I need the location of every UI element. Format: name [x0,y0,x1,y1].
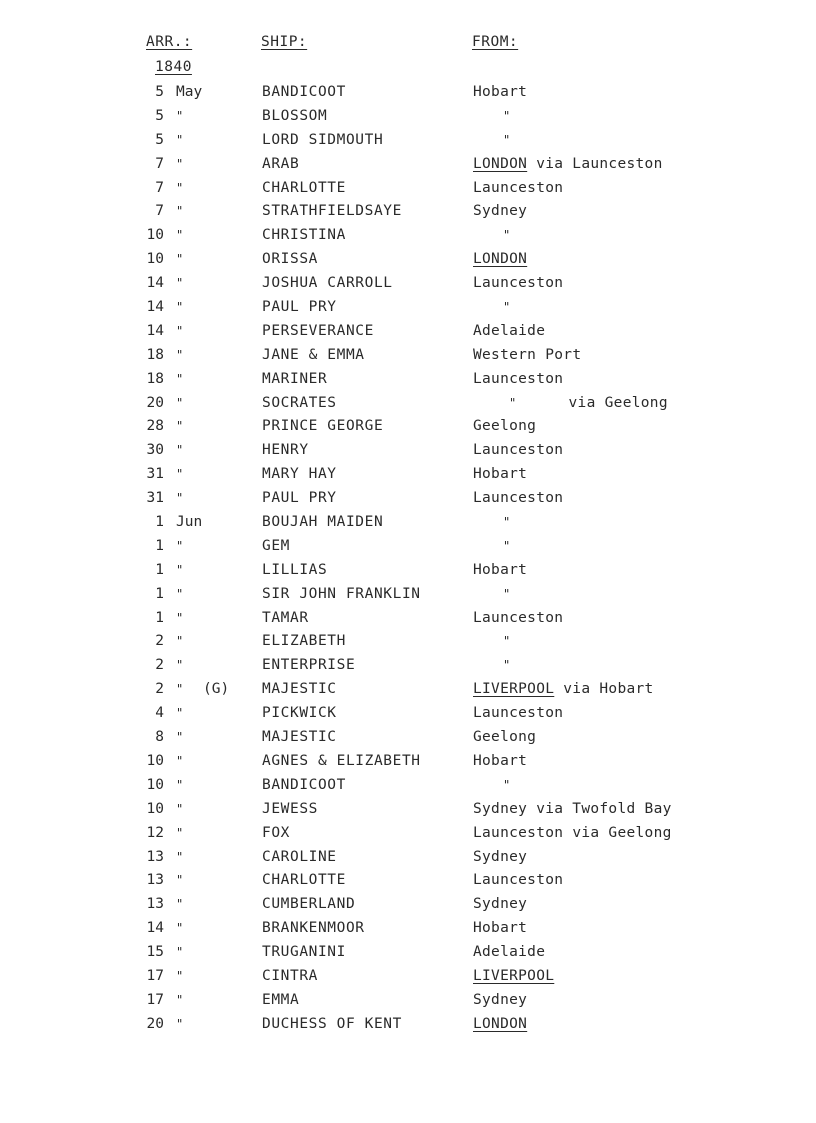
origin-place: Launceston [473,872,564,889]
arrival-day: 7 [155,203,164,220]
origin-cell [473,608,563,628]
origin-cell [473,464,527,484]
origin-cell [473,488,563,508]
table-row [0,464,816,488]
arrival-month: " [176,180,184,195]
arrival-day: 5 [155,131,164,148]
origin-place: " [503,300,511,315]
origin-via: via Geelong [572,824,672,841]
origin-place: LONDON [473,155,528,172]
ship-name: LILLIAS [262,561,328,578]
table-row [0,584,816,608]
arrival-month: " [176,467,184,482]
origin-cell [473,297,511,317]
arrival-day: 2 [155,681,164,698]
arrival-month: " [176,132,184,147]
arrival-day: 10 [146,251,164,268]
arrival-day: 10 [146,776,164,793]
ship-name: JANE & EMMA [262,346,365,363]
origin-place: Geelong [473,729,537,746]
origin-place: Hobart [473,84,528,100]
origin-cell [473,655,511,675]
arrival-month: " [176,968,184,983]
arrival-day: 7 [155,155,164,172]
ship-name: CUMBERLAND [262,896,356,913]
origin-place: Adelaide [473,322,546,339]
ship-name: BRANKENMOOR [262,920,365,937]
origin-cell [473,106,511,126]
table-row [0,273,816,297]
arrival-month: May [176,84,203,100]
header-from: FROM: [472,34,519,50]
origin-cell [473,369,563,389]
table-row [0,655,816,679]
ship-name: LORD SIDMOUTH [262,131,384,148]
arrival-day: 15 [146,944,164,961]
arrival-day: 14 [146,322,164,339]
arrival-note: (G) [203,681,230,698]
arrival-month: " [176,538,184,553]
origin-cell [473,345,581,365]
arrival-day: 31 [146,466,164,483]
arrival-day: 2 [155,633,164,650]
origin-place: Hobart [473,920,528,937]
origin-cell [473,679,654,699]
table-row [0,130,816,154]
origin-place: Adelaide [473,944,546,961]
origin-place: " [503,515,511,530]
arrival-month: " [176,252,184,267]
origin-cell [473,416,536,436]
arrival-day: 4 [155,705,164,722]
ship-name: CHARLOTTE [262,179,346,196]
ship-name: CINTRA [262,967,318,984]
table-row [0,393,816,417]
arrival-month: " [176,945,184,960]
table-row [0,201,816,225]
arrival-month: " [176,323,184,338]
origin-cell [473,273,563,293]
origin-cell [473,393,668,413]
ship-name: PAUL PRY [262,490,337,507]
table-row [0,966,816,990]
table-row [0,536,816,560]
origin-cell [473,990,527,1010]
arrival-month: " [176,777,184,792]
arrival-month: " [176,873,184,888]
origin-place: Launceston [473,609,564,626]
origin-place: Launceston [473,824,564,841]
origin-cell [473,918,527,938]
table-row [0,297,816,321]
arrival-month: " [176,753,184,768]
arrival-month: " [176,730,184,745]
arrival-month: " [176,706,184,721]
table-row [0,369,816,393]
arrival-month: " [176,562,184,577]
origin-cell [473,201,527,221]
origin-cell [473,178,563,198]
origin-cell [473,942,545,962]
arrival-month: " [176,228,184,243]
arrival-day: 13 [146,896,164,913]
arrival-month: " [176,395,184,410]
ship-name: STRATHFIELDSAYE [262,203,402,220]
ship-name: BANDICOOT [262,84,346,100]
origin-cell [473,154,663,174]
origin-place: Launceston [473,490,564,507]
table-row [0,154,816,178]
origin-cell [473,703,563,723]
table-row [0,1014,816,1038]
origin-cell [473,82,527,102]
origin-cell [473,727,536,747]
ship-name: PERSEVERANCE [262,322,374,339]
origin-cell [473,775,511,795]
table-row [0,82,816,106]
table-row [0,225,816,249]
origin-via: via Twofold Bay [536,800,672,817]
ship-name: JOSHUA CARROLL [262,275,393,292]
ship-name: MAJESTIC [262,729,337,746]
arrival-month: " [176,658,184,673]
arrival-day: 14 [146,275,164,292]
origin-cell [473,823,672,843]
arrival-day: 20 [146,1015,164,1032]
table-row [0,823,816,847]
origin-cell [473,799,672,819]
origin-cell [473,966,554,986]
table-row [0,703,816,727]
arrival-day: 18 [146,346,164,363]
arrival-month: " [176,108,184,123]
table-row [0,560,816,584]
ship-name: BOUJAH MAIDEN [262,514,384,531]
table-row [0,679,816,703]
origin-place: LONDON [473,251,528,268]
arrival-day: 8 [155,729,164,746]
arrival-day: 1 [155,609,164,626]
arrival-day: 10 [146,800,164,817]
origin-via: via Geelong [568,394,668,411]
arrival-month: " [176,992,184,1007]
ship-name: CHARLOTTE [262,872,346,889]
arrival-day: 13 [146,848,164,865]
origin-cell [473,512,511,532]
origin-via: via Launceston [536,155,663,172]
origin-cell [473,249,527,269]
arrival-month: " [176,682,184,697]
origin-cell [473,584,511,604]
origin-place: Western Port [473,346,582,363]
origin-place: " [503,586,511,601]
ship-name: ORISSA [262,251,318,268]
arrival-month: " [176,825,184,840]
origin-place: Hobart [473,466,528,483]
arrival-month: Jun [176,514,203,531]
arrival-month: " [176,371,184,386]
arrival-day: 7 [155,179,164,196]
arrival-month: " [176,443,184,458]
arrival-month: " [176,634,184,649]
arrival-day: 14 [146,920,164,937]
arrival-month: " [176,801,184,816]
origin-place: " [503,658,511,673]
origin-via: via Hobart [563,681,654,698]
arrival-month: " [176,204,184,219]
arrivals-list [0,82,816,1038]
table-row [0,727,816,751]
ship-name: TAMAR [262,609,309,626]
origin-place: Geelong [473,418,537,435]
origin-cell [473,321,545,341]
origin-place: Hobart [473,752,528,769]
arrival-day: 30 [146,442,164,459]
arrival-month: " [176,610,184,625]
ship-name: MARY HAY [262,466,337,483]
ship-name: DUCHESS OF KENT [262,1015,402,1032]
origin-place: Launceston [473,442,564,459]
arrival-day: 5 [155,107,164,124]
origin-cell [473,631,511,651]
origin-cell [473,560,527,580]
table-row [0,870,816,894]
ship-name: FOX [262,824,290,841]
table-row [0,416,816,440]
ship-name: PAUL PRY [262,299,337,316]
table-row [0,990,816,1014]
arrival-month: " [176,1016,184,1031]
origin-cell [473,1014,527,1034]
origin-place: Sydney [473,848,528,865]
origin-place: Launceston [473,179,564,196]
ship-name: SOCRATES [262,394,337,411]
header-ship: SHIP: [261,34,308,50]
table-row [0,345,816,369]
ship-name: SIR JOHN FRANKLIN [262,585,421,602]
arrival-month: " [176,300,184,315]
origin-place: Launceston [473,370,564,387]
ship-name: PICKWICK [262,705,337,722]
origin-place: " [503,777,511,792]
table-row [0,488,816,512]
table-row [0,847,816,871]
table-row [0,440,816,464]
table-row [0,918,816,942]
arrival-day: 1 [155,537,164,554]
arrival-day: 18 [146,370,164,387]
origin-cell [473,751,527,771]
arrival-month: " [176,347,184,362]
origin-cell [473,536,511,556]
arrival-day: 12 [146,824,164,841]
table-row [0,631,816,655]
ship-name: HENRY [262,442,309,459]
origin-place: LIVERPOOL [473,967,555,984]
origin-cell [473,870,563,890]
ship-name: ARAB [262,155,300,172]
arrival-day: 17 [146,967,164,984]
arrival-month: " [176,897,184,912]
arrival-day: 10 [146,227,164,244]
arrival-day: 31 [146,490,164,507]
ship-name: MAJESTIC [262,681,337,698]
origin-place: Sydney [473,800,528,817]
table-row [0,799,816,823]
ship-name: AGNES & ELIZABETH [262,752,421,769]
arrival-month: " [176,491,184,506]
ship-name: GEM [262,537,290,554]
arrival-day: 10 [146,752,164,769]
ship-name: JEWESS [262,800,318,817]
origin-cell [473,130,511,150]
arrival-month: " [176,921,184,936]
origin-cell [473,894,527,914]
origin-place: " [503,132,511,147]
table-row [0,775,816,799]
arrival-day: 1 [155,561,164,578]
origin-place: " [503,538,511,553]
ship-name: PRINCE GEORGE [262,418,384,435]
origin-place: " [503,108,511,123]
arrival-month: " [176,419,184,434]
arrival-day: 14 [146,299,164,316]
table-row [0,751,816,775]
origin-cell [473,440,563,460]
origin-place: LONDON [473,1015,528,1032]
table-row [0,321,816,345]
table-row [0,942,816,966]
arrival-day: 28 [146,418,164,435]
origin-place: Sydney [473,991,528,1008]
origin-place: Sydney [473,203,528,220]
table-row [0,249,816,273]
origin-place: Launceston [473,275,564,292]
ship-name: TRUGANINI [262,944,346,961]
arrival-day: 1 [155,585,164,602]
arrival-day: 17 [146,991,164,1008]
table-row [0,106,816,130]
arrival-day: 5 [155,84,164,100]
ship-name: BLOSSOM [262,107,328,124]
arrival-month: " [176,586,184,601]
ship-name: ENTERPRISE [262,657,356,674]
table-row [0,608,816,632]
origin-cell [473,847,527,867]
origin-place: " [503,634,511,649]
arrival-day: 2 [155,657,164,674]
ship-name: CAROLINE [262,848,337,865]
table-row [0,512,816,536]
ship-name: ELIZABETH [262,633,346,650]
ship-name: EMMA [262,991,300,1008]
header-arrival: ARR.: [146,34,193,50]
arrival-day: 20 [146,394,164,411]
origin-cell [473,225,511,245]
ship-name: MARINER [262,370,328,387]
ship-name: CHRISTINA [262,227,346,244]
arrival-month: " [176,156,184,171]
origin-place: Launceston [473,705,564,722]
origin-place: " [509,395,517,410]
origin-place: " [503,228,511,243]
arrival-month: " [176,276,184,291]
arrival-day: 1 [155,514,164,531]
table-row [0,894,816,918]
origin-place: Hobart [473,561,528,578]
arrival-day: 13 [146,872,164,889]
table-row [0,178,816,202]
origin-place: Sydney [473,896,528,913]
arrival-month: " [176,849,184,864]
ship-name: BANDICOOT [262,776,346,793]
origin-place: LIVERPOOL [473,681,555,698]
year-label: 1840 [155,59,192,75]
